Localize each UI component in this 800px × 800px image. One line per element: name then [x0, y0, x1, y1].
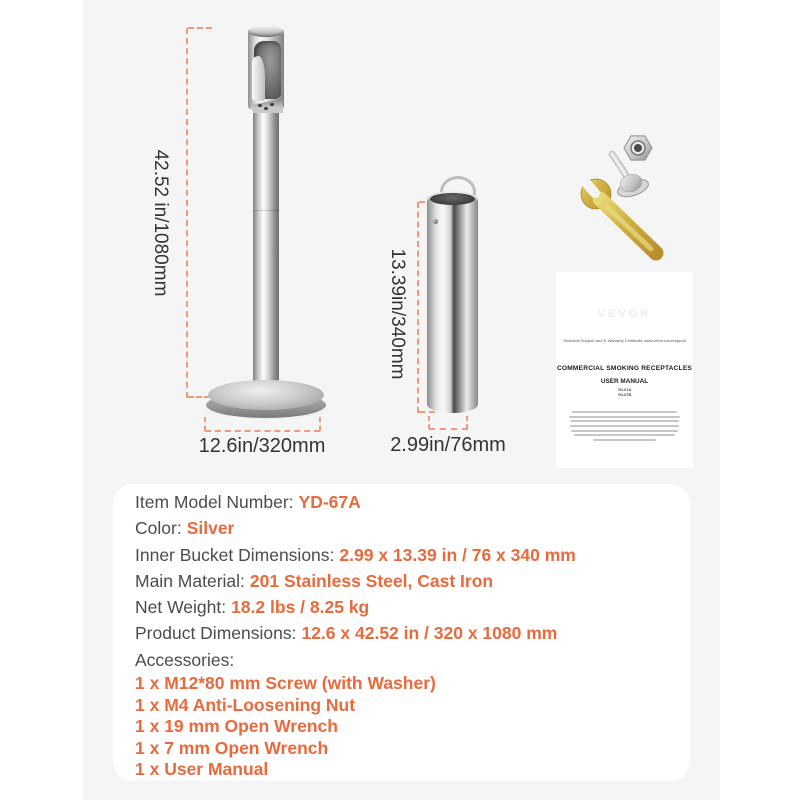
dimension-line-bucket-width — [429, 428, 468, 430]
manual-model-b: YD-67B — [617, 392, 632, 397]
accessory-item: 1 x 7 mm Open Wrench — [135, 737, 329, 758]
dimension-line-pole-height — [186, 28, 188, 398]
nut-icon — [624, 136, 652, 160]
pole-scoop-lip — [252, 56, 265, 101]
bucket-body — [427, 199, 478, 413]
bucket-interior — [430, 193, 475, 205]
spec-panel — [113, 484, 690, 781]
accessory-item: 1 x M4 Anti-Loosening Nut — [135, 694, 356, 715]
accessory-item: 1 x 19 mm Open Wrench — [135, 716, 338, 737]
spec-label: Product Dimensions: — [135, 623, 297, 644]
bucket-rivet — [433, 219, 438, 224]
spec-value: 18.2 lbs / 8.25 kg — [231, 597, 370, 618]
spec-value: Silver — [186, 518, 235, 539]
bracket-tick-left — [204, 417, 206, 431]
accessory-item: 1 x User Manual — [135, 759, 269, 780]
spec-row-weight — [135, 594, 672, 620]
dimension-label-bucket-width: 2.99in/76mm — [390, 434, 506, 456]
spec-label: Net Weight: — [135, 597, 227, 618]
spec-value: 2.99 x 13.39 in / 76 x 340 mm — [339, 544, 576, 565]
dimension-line-bucket-height — [417, 202, 419, 413]
accessory-tools-photo — [576, 126, 672, 262]
dimension-label-pole-height: 42.52 in/1080mm — [150, 149, 171, 297]
dimension-tick-top — [188, 27, 212, 29]
spec-value: 12.6 x 42.52 in / 320 x 1080 mm — [301, 623, 558, 644]
spec-row-bucket-dimensions — [135, 542, 672, 568]
manual-support-line: Technical Support and E-Warranty Certificate www.vevor.com/support — [562, 338, 687, 343]
bracket-tick-right — [319, 417, 321, 431]
snuffer-hole — [270, 103, 274, 106]
dimension-tick-bottom — [419, 411, 435, 413]
spec-label: Accessories: — [135, 649, 235, 670]
spec-label: Main Material: — [135, 570, 245, 591]
spec-label: Color: — [135, 518, 182, 539]
snuffer-hole — [264, 107, 268, 110]
dimension-label-base-width: 12.6in/320mm — [198, 435, 326, 457]
manual-subtitle: USER MANUAL — [600, 378, 649, 385]
manual-model-a: YD-67A — [617, 388, 632, 392]
spec-row-material — [135, 568, 672, 594]
dimension-label-bucket-height: 13.39in/340mm — [387, 248, 408, 380]
spec-row-product-dimensions — [135, 620, 672, 646]
snuffer-hole — [258, 104, 262, 107]
pole-seam — [253, 210, 279, 211]
accessory-item: 1 x M12*80 mm Screw (with Washer) — [135, 673, 436, 694]
screw-icon — [612, 154, 651, 200]
spec-label: Inner Bucket Dimensions: — [135, 544, 335, 565]
pole-top-cap — [248, 26, 284, 37]
dimension-tick-bottom — [188, 396, 210, 398]
user-manual-page — [556, 272, 693, 468]
spec-value: YD-67A — [298, 492, 361, 512]
spec-row-accessories-heading — [135, 647, 672, 673]
pole-base — [208, 380, 324, 410]
pole-tube — [253, 108, 279, 392]
spec-row-model — [135, 489, 672, 515]
dimension-line-base-width — [205, 430, 320, 432]
spec-label: Item Model Number: — [135, 492, 294, 512]
spec-row-color — [135, 515, 672, 541]
spec-value: 201 Stainless Steel, Cast Iron — [249, 570, 494, 591]
manual-fine-print — [567, 411, 682, 441]
manual-title: COMMERCIAL SMOKING RECEPTACLES — [556, 365, 693, 372]
manual-brand-watermark: VEVOR — [597, 308, 652, 320]
